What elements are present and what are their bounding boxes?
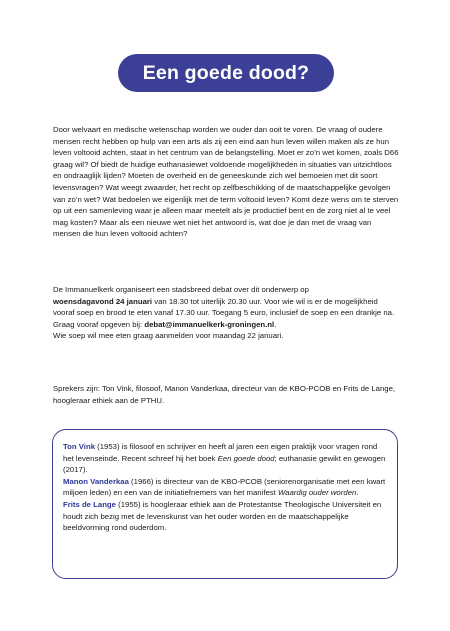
speaker-bios-box [52,429,398,579]
speakers-text: Sprekers zijn: Ton Vink, filosoof, Manon Vanderkaa, directeur van de KBO-PCOB en Frits de Lange, hoogleraar ethiek aan de PTHU. [53,384,396,405]
event-paragraph [53,284,401,342]
signup-suffix: . [274,319,277,329]
event-date: woensdagavond 24 januari [53,296,153,306]
bio-text: (1955) is hoogleraar ethiek aan de Protestantse Theologische Universiteit en houdt zich bezig met de levenskunst van het ouder worden en de maatschappelijke beeldvorming rond ouderdom. [63,499,382,533]
intro-text: Door welvaart en medische wetenschap worden we ouder dan ooit te voren. De vraag of oudere mensen recht hebben op hulp van een arts als zij een eind aan hun leven willen maken als ze hun leven voltooid achten, staat in het centrum van de belangstelling. Moet er zo’n wet komen, zoals D66 graag wil? Of biedt de huidige euthanasiewet voldoende mogelijkheden in situaties van uitzichtloos en ondraaglijk lijden? Moeten de overheid en de geneeskunde zich wel bemoeien met dit soort levensvragen? Wat weegt zwaarder, het recht op zelfbeschikking of de maatschappelijke gevolgen van zo’n wet? Wat bedoelen we eigenlijk met de term voltooid leven? Komt deze wens om te sterven op uit een samenleving waar je alleen maar meetelt als je productief bent en de zorg niet al te veel mag kosten? Maar als een nieuwe wet niet het antwoord is, wat doe je dan met de vraag van mensen die hun leven voltooid achten? [53,125,399,239]
speakers-paragraph [53,383,401,406]
bio-frits-de-lange [63,499,387,534]
bio-text: ; euthanasie gewikt en gewogen (2017). [63,453,386,475]
bio-name-manon-vanderkaa: Manon Vanderkaa [63,476,129,486]
event-details [53,284,401,342]
bio-text: (1953) is filosoof en schrijver en heeft al jaren een eigen praktijk voor vragen rond het levenseinde. Recent schreef hij het boek [63,442,378,463]
event-line-2: van 18.30 tot uiterlijk 20.30 uur. Voor wie wil is er de mogelijkheid vooraf soep en brood te eten vanaf 17.30 uur. Toegang 5 euro, inclusief de soep en een drankje na. [53,296,395,318]
soup-note: Wie soep wil mee eten graag aanmelden voor maandag 22 januari. [53,331,284,341]
bio-name-frits-de-lange: Frits de Lange [63,499,116,509]
title-banner [118,54,334,92]
manifest-title: Waardig ouder worden [277,488,357,498]
bio-ton-vink [63,441,387,476]
signup-prefix: Graag vooraf opgeven bij: [53,319,145,329]
intro-paragraph [53,124,401,240]
bio-text: . [356,488,359,498]
book-title: Een goede dood [217,453,275,463]
event-line-1: De Immanuelkerk organiseert een stadsbreed debat over dit onderwerp op [53,285,309,294]
bio-text: (1966) is directeur van de KBO-PCOB (seniorenorganisatie met een kwart miljoen leden) en een van de initiatiefnemers van het manifest [63,476,386,498]
bio-name-ton-vink: Ton Vink [63,442,96,451]
signup-email-link[interactable]: debat@immanuelkerk-groningen.nl [144,319,275,329]
bio-manon-vanderkaa [63,476,387,499]
page-title: Een goede dood? [142,61,310,84]
